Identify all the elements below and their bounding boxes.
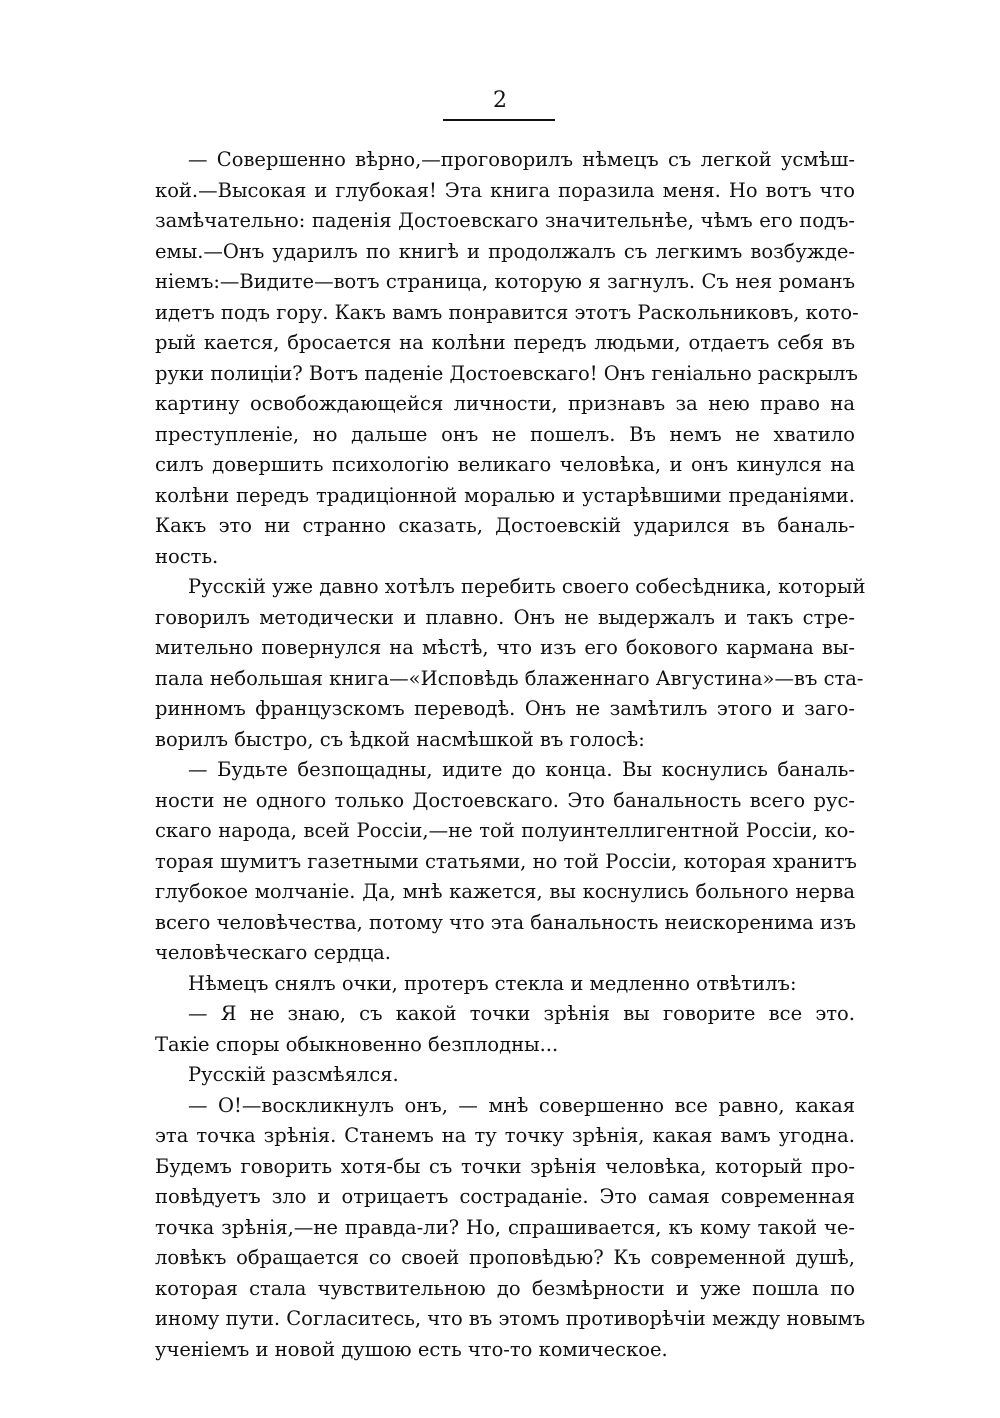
text-line: емы.—Онъ ударилъ по книгѣ и продолжалъ съ легкимъ возбужде-: [155, 239, 855, 263]
text-line: Какъ это ни странно сказать, Достоевскій ударился въ баналь-: [155, 514, 855, 537]
text-line: мительно повернулся на мѣстѣ, что изъ его бокового кармана вы-: [155, 636, 855, 659]
body-text: [155, 145, 866, 1365]
text-line: колѣни передъ традиціонной моралью и устарѣвшими преданіями.: [155, 483, 855, 507]
text-line: которая стала чувствительною до безмѣрности и уже пошла по: [155, 1276, 855, 1300]
text-line: пала небольшая книга—«Исповѣдь блаженнаго Августина»—въ ста-: [155, 666, 864, 690]
header-rule: [443, 119, 555, 121]
text-line: эта точка зрѣнія. Станемъ на ту точку зрѣнія, какая вамъ угодна.: [155, 1124, 855, 1147]
text-line: силъ довершить психологію великаго человѣка, и онъ кинулся на: [155, 453, 855, 476]
text-line: скаго народа, всей Россіи,—не той полуинтеллигентной Россіи, ко-: [155, 819, 855, 842]
text-line: кой.—Высокая и глубокая! Эта книга поразила меня. Но вотъ что: [155, 178, 855, 202]
text-line: ности не одного только Достоевскаго. Это банальность всего рус-: [155, 788, 855, 812]
text-line: глубокое молчаніе. Да, мнѣ кажется, вы коснулись больного нерва: [155, 880, 855, 903]
text-line: ученіемъ и новой душою есть что-то комическое.: [155, 1337, 668, 1361]
text-line: ніемъ:—Видите—вотъ страница, которую я загнулъ. Съ нея романъ: [155, 270, 855, 293]
text-line: ворилъ быстро, съ ѣдкой насмѣшкой въ голосѣ:: [155, 727, 645, 751]
text-line: — Совершенно вѣрно,—проговорилъ нѣмецъ съ легкой усмѣш-: [188, 148, 855, 171]
text-line: человѣческаго сердца.: [155, 941, 391, 964]
text-line: иному пути. Согласитесь, что въ этомъ противорѣчіи между новымъ: [155, 1307, 866, 1330]
text-line: рый кается, бросается на колѣни передъ людьми, отдаетъ себя въ: [155, 331, 855, 354]
text-line: ринномъ французскомъ переводѣ. Онъ не замѣтилъ этого и заго-: [155, 697, 855, 720]
text-line: — Я не знаю, съ какой точки зрѣнія вы говорите все это.: [188, 1002, 855, 1025]
text-line: ность.: [155, 544, 219, 568]
text-line: Русскій уже давно хотѣлъ перебить своего собесѣдника, который: [188, 575, 866, 598]
text-line: руки полиціи? Вотъ паденіе Достоевскаго! Онъ геніально раскрылъ: [155, 361, 858, 385]
text-line: идетъ подъ гору. Какъ вамъ понравится этотъ Раскольниковъ, кото-: [155, 300, 859, 324]
text-line: торая шумитъ газетными статьями, но той Россіи, которая хранитъ: [155, 849, 857, 873]
text-line: — О!—воскликнулъ онъ, — мнѣ совершенно все равно, какая: [188, 1093, 855, 1117]
text-line: повѣдуетъ зло и отрицаетъ состраданіе. Это самая современная: [155, 1185, 855, 1208]
text-line: говорилъ методически и плавно. Онъ не выдержалъ и такъ стре-: [155, 605, 855, 629]
text-line: — Будьте безпощадны, идите до конца. Вы коснулись баналь-: [188, 758, 855, 781]
text-line: преступленіе, но дальше онъ не пошелъ. Въ немъ не хватило: [155, 422, 855, 446]
text-line: Такіе споры обыкновенно безплодны...: [155, 1032, 559, 1056]
text-line: Будемъ говорить хотя-бы съ точки зрѣнія человѣка, который про-: [155, 1154, 855, 1178]
page-number: 2: [493, 88, 507, 113]
text-line: Нѣмецъ снялъ очки, протеръ стекла и медленно отвѣтилъ:: [188, 971, 797, 995]
text-line: всего человѣчества, потому что эта банальность неискоренима изъ: [155, 910, 856, 934]
text-line: точка зрѣнія,—не правда-ли? Но, спрашивается, къ кому такой че-: [155, 1215, 855, 1239]
text-line: ловѣкъ обращается со своей проповѣдью? Къ современной душѣ,: [155, 1246, 855, 1269]
text-line: Русскій разсмѣялся.: [188, 1063, 399, 1086]
text-line: картину освобождающейся личности, признавъ за нею право на: [155, 392, 855, 415]
text-line: замѣчательно: паденія Достоевскаго значительнѣе, чѣмъ его подъ-: [155, 209, 855, 232]
